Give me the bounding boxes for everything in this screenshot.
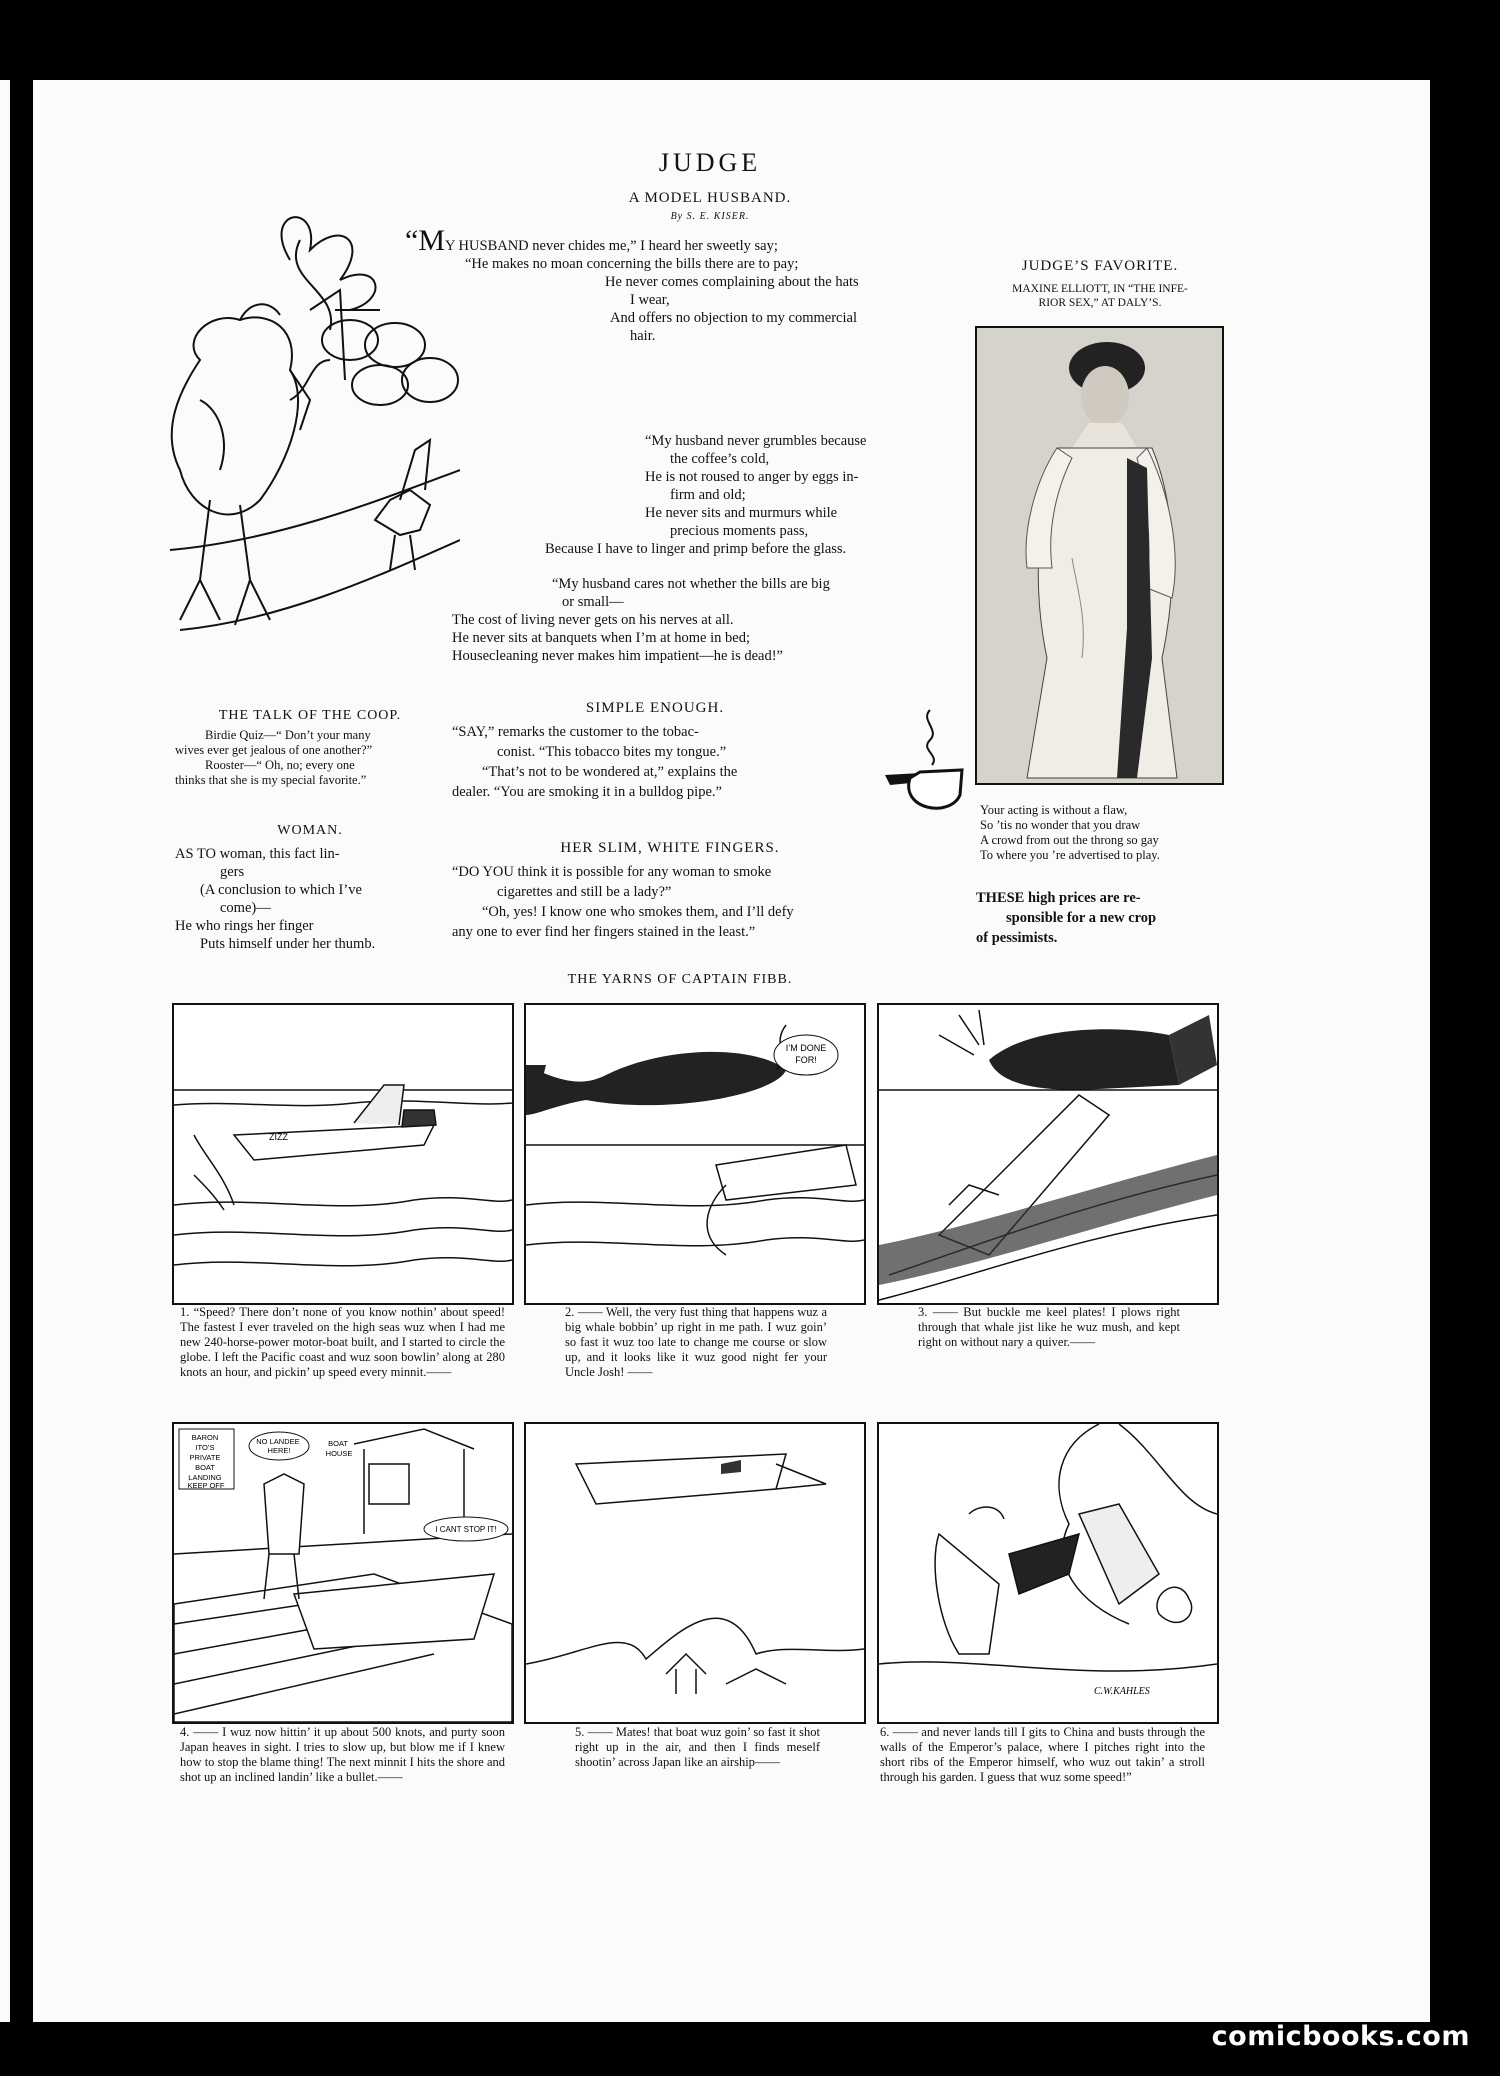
left-page-edge <box>0 80 10 2022</box>
sign-baron: BARON <box>191 1433 219 1442</box>
sign-no-landee: NO LANDEE <box>256 1437 300 1446</box>
favorite-subtitle: MAXINE ELLIOTT, IN “THE INFE- RIOR SEX,” AT DALY’S. <box>1012 283 1188 309</box>
actress-photo <box>975 326 1224 785</box>
caption-panel-5: 5. —— Mates! that boat wuz goin’ so fast it shot right up in the air, and then I finds meself shootin’ across Japan like an airship—— <box>575 1725 820 1769</box>
balloon-cant-stop: I CANT STOP IT! <box>435 1525 497 1534</box>
caption-panel-2: 2. —— Well, the very fust thing that happens wuz a big whale bobbin’ up right in me path. I wuz goin’ so fast it wuz too late to change me course or slow up, and it looks like it wuz good night fer your Uncle Josh! —— <box>565 1305 827 1379</box>
poem-stanza-2: “My husband never grumbles because the coffee’s cold, He is not roused to anger by eggs in- firm and old; He never sits and murmurs while precious moments pass, Because I have to linger and primp before the glass. <box>545 433 867 557</box>
artist-signature: C.W.KAHLES <box>1094 1686 1150 1697</box>
sign-here: HERE! <box>267 1446 291 1455</box>
comic-title: THE YARNS OF CAPTAIN FIBB. <box>567 972 793 987</box>
caption-panel-1: 1. “Speed? There don’t none of you know nothin’ about speed! The fastest I ever traveled on the high seas wuz when I had me new 240-horse-power motor-boat built, and I started to circle the globe. I left the Pacific coast and wuz soon bowlin’ along at 280 knots an hour, and pickin’ up speed every minnit.—— <box>180 1305 505 1379</box>
sign-itos: ITO’S <box>195 1443 215 1452</box>
poem-byline: By S. E. KISER. <box>670 211 750 222</box>
prices-joke: THESE high prices are re- sponsible for a new crop of pessimists. <box>976 890 1157 946</box>
balloon-im-done-1: I’M DONE <box>785 1043 827 1053</box>
sign-private: PRIVATE <box>189 1453 221 1462</box>
sign-keep-off: KEEP OFF <box>187 1481 225 1490</box>
comic-panel-2 <box>524 1003 866 1305</box>
favorite-title: JUDGE’S FAVORITE. <box>1021 258 1179 274</box>
fingers-title: HER SLIM, WHITE FINGERS. <box>560 840 780 856</box>
watermark: comicbooks.com <box>1211 2021 1470 2052</box>
poem-title: A MODEL HUSBAND. <box>628 190 792 206</box>
masthead: JUDGE <box>658 148 762 177</box>
caption-panel-3: 3. —— But buckle me keel plates! I plows right through that whale jist like he wuz mush, and kept right on without nary a quiver.—— <box>918 1305 1180 1349</box>
boat-name-text: ZIZZ <box>269 1132 288 1142</box>
svg-text:BOAT HOUSE <box>326 1439 353 1458</box>
svg-text:BARON ITO’S PRIVAT <box>188 1433 225 1490</box>
poem-stanza-3: “My husband cares not whether the bills are big or small— The cost of living never gets on his nerves at all. He never sits at banquets when I’m at home in bed; Housecleaning never makes him impatient—he is dead!” <box>452 576 830 664</box>
bulldog-pipe-illustration <box>880 700 970 820</box>
caption-panel-6: 6. —— and never lands till I gits to China and busts through the walls of the Emperor’s palace, where I pitches right into the short ribs of the Emperor himself, who wuz out takin’ a stroll through his garden. I guess that wuz some speed!” <box>880 1725 1205 1784</box>
coop-joke: Birdie Quiz—“ Don’t your many wives ever get jealous of one another?” Rooster—“ Oh, no; every one thinks that she is my special favorite.” <box>175 728 373 787</box>
comic-panel-6 <box>877 1422 1219 1724</box>
comic-panel-3 <box>877 1003 1219 1305</box>
fingers-joke: “DO YOU think it is possible for any woman to smoke cigarettes and still be a lady?” “Oh, yes! I know one who smokes them, and I’ll defy any one to ever find her fingers stained in the least.” <box>452 864 794 940</box>
comic-panel-1 <box>172 1003 514 1305</box>
caption-panel-4: 4. —— I wuz now hittin’ it up about 500 knots, and purty soon Japan heaves in sight. I tries to slow up, but blow me if I knew how to stop the blame thing! The next minnit I hits the shore and shot up an inclined landin’ like a bullet.—— <box>180 1725 505 1784</box>
favorite-verse: Your acting is without a flaw, So ’tis no wonder that you draw A crowd from out the throng so gay To where you ’re advertised to play. <box>980 803 1160 862</box>
sign-boat: BOAT <box>195 1463 215 1472</box>
simple-title: SIMPLE ENOUGH. <box>585 700 725 716</box>
sign-landing: LANDING <box>188 1473 222 1482</box>
comic-panel-4 <box>172 1422 514 1724</box>
comic-panel-5 <box>524 1422 866 1724</box>
coop-title: THE TALK OF THE COOP. <box>218 708 402 723</box>
woman-verse: AS TO woman, this fact lin- gers (A conclusion to which I’ve come)— He who rings her finger Puts himself under her thumb. <box>175 846 376 952</box>
sign-boat-house-2: HOUSE <box>325 1449 353 1458</box>
poem-stanza-1: “MY HUSBAND never chides me,” I heard her sweetly say; “He makes no moan concerning the bills there are to pay; He never comes complaining about the hats I wear, And offers no objection to my commercial hair. <box>405 224 859 344</box>
simple-joke: “SAY,” remarks the customer to the tobac- conist. “This tobacco bites my tongue.” “That’s not to be wondered at,” explains the dealer. “You are smoking it in a bulldog pipe.” <box>452 724 738 800</box>
sign-boat-house-1: BOAT <box>328 1439 348 1448</box>
woman-title: WOMAN. <box>277 823 343 838</box>
balloon-im-done-2: FOR! <box>795 1055 817 1065</box>
